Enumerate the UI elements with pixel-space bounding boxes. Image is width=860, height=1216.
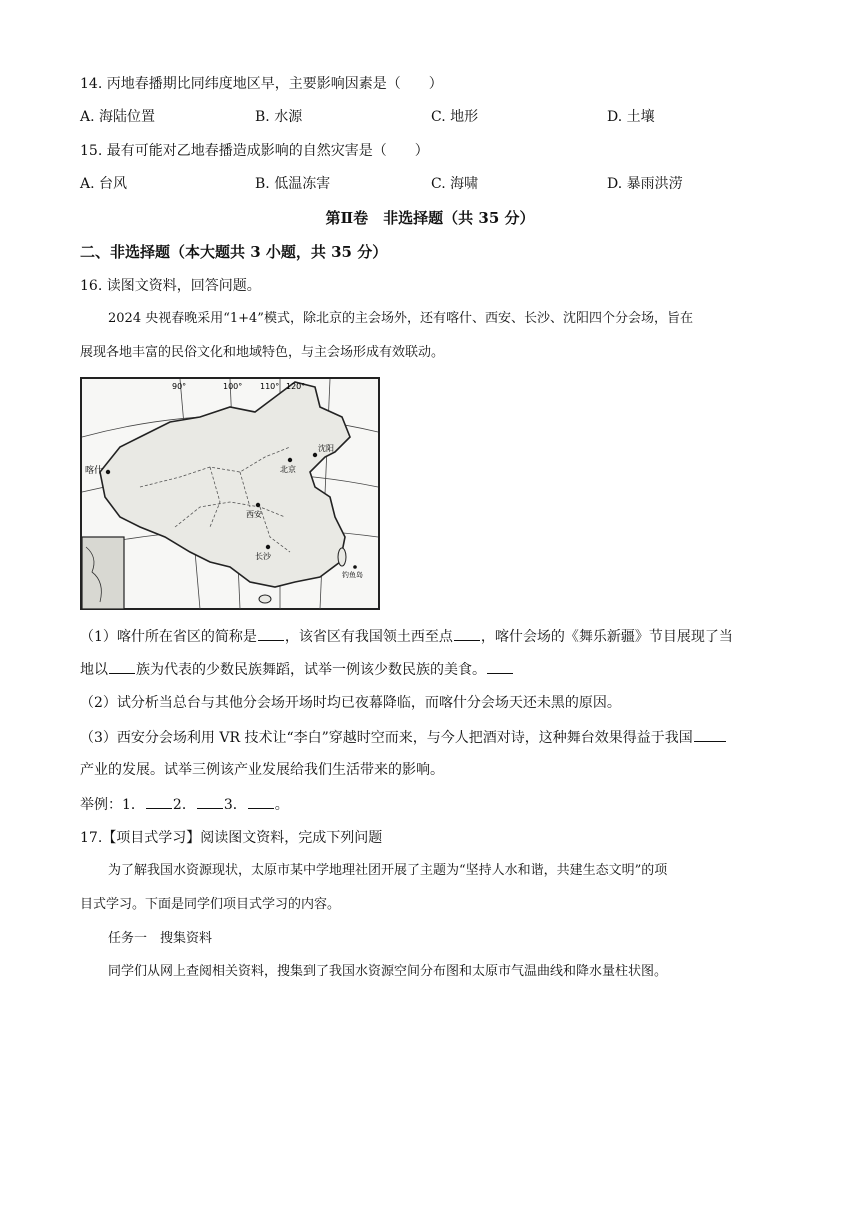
lon-label-120: 120° <box>286 382 306 391</box>
q16-sub3-line2: 产业的发展。试举三例该产业发展给我们生活带来的影响。 <box>80 762 444 778</box>
q17-passage-line2: 目式学习。下面是同学们项目式学习的内容。 <box>80 897 341 912</box>
answer-blank[interactable] <box>146 794 172 809</box>
q15-stem: 15. 最有可能对乙地春播造成影响的自然灾害是（ ） <box>80 143 429 159</box>
answer-blank[interactable] <box>454 626 480 641</box>
q16-sub2: （2）试分析当总台与其他分会场开场时均已夜幕降临，而喀什分会场天还未黑的原因。 <box>80 695 621 711</box>
q15-option-c: C. 海啸 <box>431 176 479 192</box>
q17-passage-line1: 为了解我国水资源现状，太原市某中学地理社团开展了主题为“坚持人水和谐，共建生态文明”的项 <box>108 863 668 878</box>
city-label-beijing: 北京 <box>280 465 296 474</box>
q16-sub1-line2: 地以 族为代表的少数民族舞蹈，试举一例该少数民族的美食。 <box>80 659 514 680</box>
q14-option-b: B. 水源 <box>255 109 303 125</box>
answer-blank[interactable] <box>487 659 513 674</box>
section-title: 第Ⅱ卷 非选择题（共 35 分） <box>325 209 535 227</box>
answer-blank[interactable] <box>694 727 726 742</box>
south-china-sea-inset <box>82 537 124 609</box>
q16-stem: 16. 读图文资料，回答问题。 <box>80 278 261 294</box>
q16-passage-line2: 展现各地丰富的民俗文化和地域特色，与主会场形成有效联动。 <box>80 345 445 360</box>
lon-label-90: 90° <box>172 382 187 391</box>
china-map-figure <box>80 377 382 612</box>
city-label-xian: 西安 <box>246 510 262 519</box>
q15-option-d: D. 暴雨洪涝 <box>607 176 683 192</box>
q16-passage-line1: 2024 央视春晚采用“1+4”模式，除北京的主会场外，还有喀什、西安、长沙、沈阳四个分会场，旨在 <box>108 311 693 326</box>
city-label-changsha: 长沙 <box>255 552 271 561</box>
answer-blank[interactable] <box>258 626 284 641</box>
q14-option-c: C. 地形 <box>431 109 479 125</box>
q16-sub3-line1: （3）西安分会场利用 VR 技术让“李白”穿越时空而来，与今人把酒对诗，这种舞台效果得益于我国 <box>80 727 727 748</box>
part-title: 二、非选择题（本大题共 3 小题，共 35 分） <box>80 243 388 261</box>
q17-task1-text: 同学们从网上查阅相关资料，搜集到了我国水资源空间分布图和太原市气温曲线和降水量柱状图。 <box>108 964 668 979</box>
q15-option-a: A. 台风 <box>80 176 128 192</box>
q17-task1-title: 任务一 搜集资料 <box>108 931 213 946</box>
q17-stem: 17.【项目式学习】阅读图文资料，完成下列问题 <box>80 830 383 846</box>
lon-label-100: 100° <box>223 382 243 391</box>
lon-label-110: 110° <box>260 382 280 391</box>
answer-blank[interactable] <box>109 659 135 674</box>
city-label-shenyang: 沈阳 <box>318 444 334 453</box>
q16-examples: 举例：1． 2． 3． 。 <box>80 794 289 815</box>
q14-option-d: D. 土壤 <box>607 109 655 125</box>
answer-blank[interactable] <box>248 794 274 809</box>
q15-option-b: B. 低温冻害 <box>255 176 331 192</box>
city-label-diaoyu: 钓鱼岛 <box>342 571 363 579</box>
city-label-kashgar: 喀什 <box>85 466 104 476</box>
q16-sub1-line1: （1）喀什所在省区的简称是 ，该省区有我国领土西至点 ，喀什会场的《舞乐新疆》节目展现了当 <box>80 626 733 647</box>
q14-stem: 14. 丙地春播期比同纬度地区早，主要影响因素是（ ） <box>80 76 443 92</box>
q14-option-a: A. 海陆位置 <box>80 109 156 125</box>
answer-blank[interactable] <box>197 794 223 809</box>
